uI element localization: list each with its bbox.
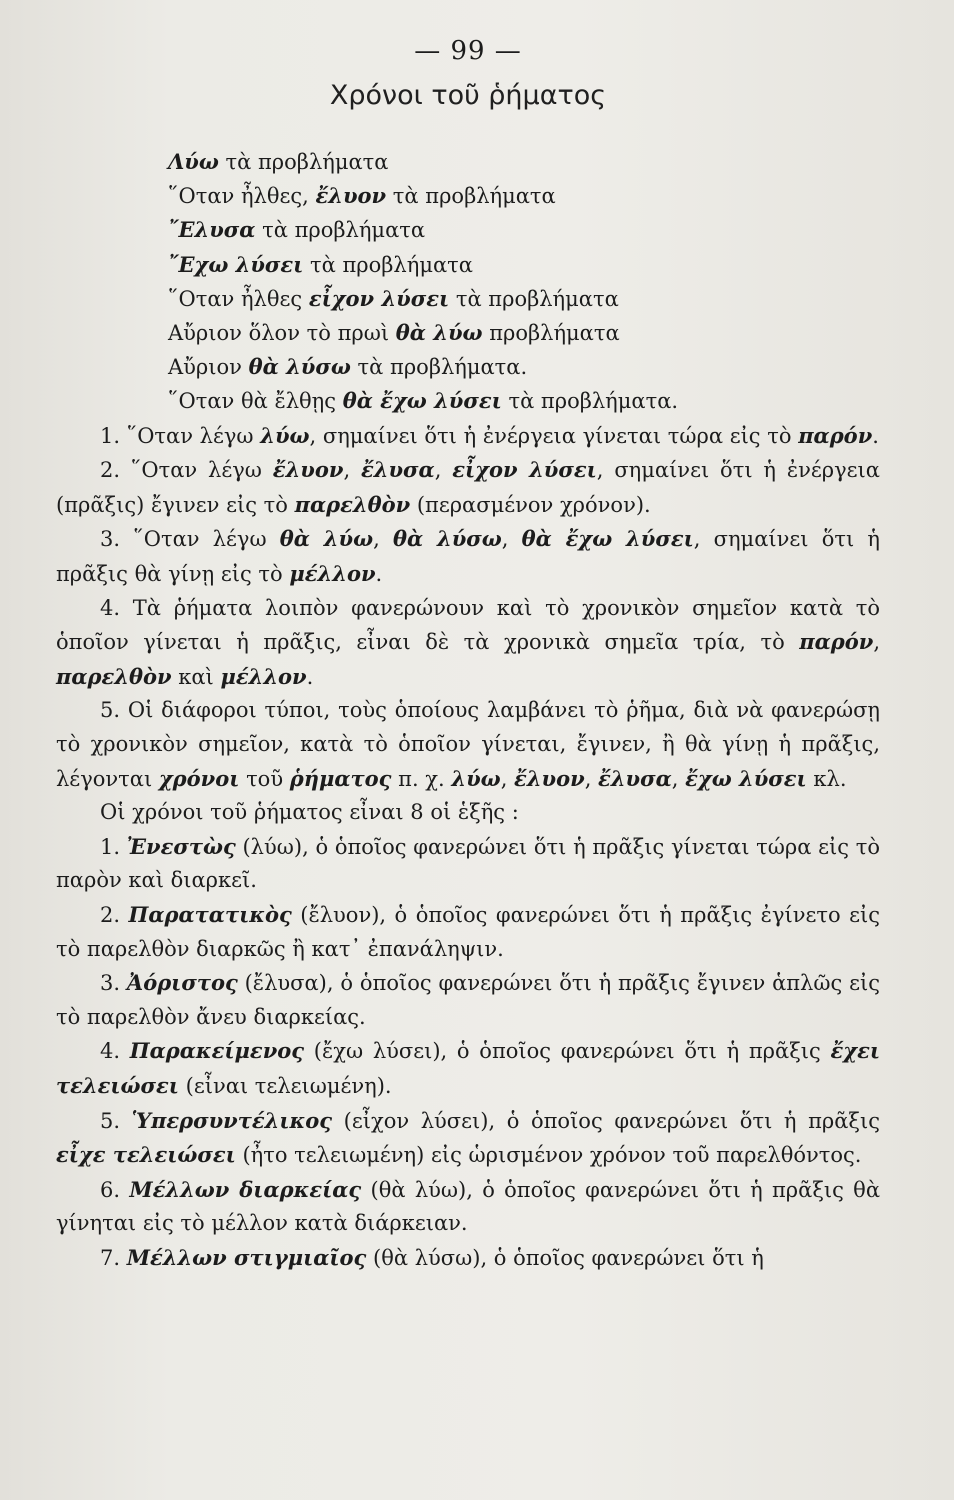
emphasis-term: θὰ λύσω	[248, 354, 351, 380]
text-run: 5. Οἱ διάφοροι τύποι, τοὺς ὁποίους λαμβάνει τὸ ῥῆμα, διὰ νὰ φανερώσῃ τὸ χρονικὸν σημεῖον, κατὰ τὸ ὁποῖον γίνεται, ἔγινεν, ἢ θὰ γίνῃ ἡ πρᾶξις, λέγονται	[56, 698, 880, 791]
text-run: τὰ προβλήματα.	[350, 355, 528, 380]
emphasis-term: ῥήματος	[289, 765, 392, 791]
text-run: .	[375, 562, 383, 586]
emphasis-term: θὰ ἔχω λύσει	[521, 526, 694, 552]
tense-item	[56, 830, 880, 898]
text-run: ,	[584, 766, 599, 791]
text-run: τὰ προβλήματα	[449, 286, 619, 311]
text-run: , σημαίνει ὅτι ἡ ἐνέργεια γίνεται τώρα εἰς τὸ	[309, 423, 799, 448]
emphasis-term: εἶχον λύσει	[452, 457, 597, 483]
tense-item	[56, 966, 880, 1034]
emphasis-term: μέλλον	[289, 561, 376, 586]
text-run: καὶ	[171, 664, 221, 689]
example-line	[168, 248, 880, 282]
text-run: 2.	[100, 902, 129, 927]
example-line	[168, 213, 880, 247]
text-run: ,	[343, 458, 361, 483]
tense-item	[56, 898, 880, 966]
page-number: — 99 —	[414, 36, 522, 66]
text-run: 4.	[100, 1039, 130, 1064]
page-title: Χρόνοι τοῦ ῥήματος	[329, 80, 607, 111]
numbered-paragraphs	[56, 419, 880, 797]
emphasis-term: ἔλυον	[272, 457, 344, 483]
emphasis-term: Παρακείμενος	[129, 1038, 305, 1064]
tenses-intro: Οἱ χρόνοι τοῦ ῥήματος εἶναι 8 οἱ ἑξῆς :	[100, 800, 519, 825]
emphasis-term: Λύω	[168, 149, 219, 174]
emphasis-term: ἔλυσα	[598, 765, 672, 791]
text-run: 2. ῞Οταν λέγω	[100, 458, 273, 483]
text-run: ῞Οταν ἦλθες,	[168, 184, 316, 209]
tense-item	[56, 1173, 880, 1241]
emphasis-term: Ἐνεστὼς	[126, 833, 236, 859]
emphasis-term: λύω	[260, 422, 310, 448]
text-run: .	[872, 423, 879, 448]
emphasis-term: λύω	[451, 765, 501, 791]
tense-item	[56, 1241, 880, 1276]
emphasis-term: Ἀόριστος	[126, 970, 238, 996]
text-run: τὰ προβλήματα	[218, 150, 389, 174]
emphasis-term: Παρατατικὸς	[128, 901, 292, 927]
text-run: (λύω), ὁ ὁποῖος φανερώνει ὅτι ἡ πρᾶξις γίνεται τώρα εἰς τὸ παρὸν καὶ διαρκεῖ.	[56, 834, 880, 893]
text-run: (ἦτο τελειωμένη) εἰς ὡρισμένον χρόνον τοῦ παρελθόντος.	[235, 1143, 862, 1168]
emphasis-term: ῎Ελυσα	[168, 217, 256, 243]
emphasis-term: παρελθὸν	[294, 491, 411, 517]
emphasis-term: ἔχει τελειώσει	[56, 1038, 880, 1098]
text-run: 6.	[100, 1177, 130, 1202]
text-run: προβλήματα	[482, 321, 620, 346]
emphasis-term: θὰ ἔχω λύσει	[342, 388, 502, 414]
text-run: (ἔλυον), ὁ ὁποῖος φανερώνει ὅτι ἡ πρᾶξις ἐγίνετο εἰς τὸ παρελθὸν διαρκῶς ἢ κατ᾽ ἐπανάληψιν.	[56, 902, 880, 961]
emphasis-term: Μέλλων διαρκείας	[129, 1176, 362, 1202]
text-run: τὰ προβλήματα	[386, 184, 556, 209]
tense-item	[56, 1104, 880, 1173]
text-run: .	[306, 664, 314, 689]
emphasis-term: ἔλυον	[514, 765, 585, 791]
emphasis-term: εἶχον λύσει	[308, 285, 450, 311]
text-run: 7.	[100, 1245, 127, 1270]
emphasis-term: ἔλυον	[315, 183, 387, 209]
emphasis-term: παρόν	[798, 422, 873, 448]
emphasis-term: θὰ λύσω	[392, 526, 502, 552]
text-run: (εἶναι τελειωμένη).	[178, 1073, 392, 1098]
paragraph	[56, 694, 880, 796]
emphasis-term: ἔλυσα	[360, 457, 435, 483]
example-line	[168, 350, 880, 384]
text-run: ,	[501, 527, 522, 552]
emphasis-term: παρόν	[799, 629, 874, 655]
text-run: τὰ προβλήματα.	[501, 389, 679, 414]
emphasis-term: θὰ λύω	[395, 320, 483, 346]
text-run: 3. ῞Οταν λέγω	[100, 527, 280, 552]
text-run: , σημαίνει ὅτι ἡ πρᾶξις θὰ γίνῃ εἰς τὸ	[56, 527, 880, 586]
text-run: ῞Οταν θὰ ἔλθῃς	[168, 389, 343, 414]
example-line	[168, 316, 880, 350]
emphasis-term: χρόνοι	[158, 765, 240, 791]
emphasis-term: Μέλλων στιγμιαῖος	[126, 1244, 367, 1270]
text-run: , σημαίνει ὅτι ἡ ἐνέργεια (πρᾶξις) ἔγινεν εἰς τὸ	[56, 458, 880, 517]
text-run: 4. Τὰ ῥήματα λοιπὸν φανερώνουν καὶ τὸ χρονικὸν σημεῖον κατὰ τὸ ὁποῖον γίνεται ἡ πρᾶξις, εἶναι δὲ τὰ χρονικὰ σημεῖα τρία, τὸ	[56, 595, 880, 655]
tenses-list	[56, 830, 880, 1276]
example-line	[168, 179, 880, 213]
paragraph	[56, 419, 880, 454]
emphasis-term: ῎Εχω λύσει	[168, 251, 304, 277]
emphasis-term: εἶχε τελειώσει	[56, 1142, 236, 1168]
paragraph	[56, 453, 880, 522]
tense-item	[56, 1034, 880, 1103]
text-run: Αὔριον	[168, 355, 249, 380]
text-run: τὰ προβλήματα	[255, 218, 426, 243]
text-run: (εἶχον λύσει), ὁ ὁποῖος φανερώνει ὅτι ἡ πρᾶξις	[332, 1108, 880, 1133]
examples-block	[56, 145, 880, 419]
text-run: 1.	[100, 834, 127, 859]
emphasis-term: Ὑπερσυντέλικος	[131, 1107, 333, 1133]
paragraph	[56, 522, 880, 591]
text-run: (περασμένον χρόνον).	[410, 492, 651, 517]
text-run: ,	[434, 458, 453, 483]
example-line	[168, 145, 880, 179]
text-run: (θὰ λύσω), ὁ ὁποῖος φανερώνει ὅτι ἡ	[366, 1245, 764, 1270]
paragraph	[56, 592, 880, 695]
emphasis-term: παρελθὸν	[56, 663, 172, 689]
text-run: ῞Οταν ἦλθες	[168, 286, 309, 311]
text-run: 3.	[100, 971, 127, 996]
text-run: Αὔριον ὅλον τὸ πρωὶ	[168, 321, 396, 346]
text-run: (ἔλυσα), ὁ ὁποῖος φανερώνει ὅτι ἡ πρᾶξις ἔγινεν ἁπλῶς εἰς τὸ παρελθὸν ἄνευ διαρκείας.	[56, 971, 880, 1029]
emphasis-term: μέλλον	[220, 663, 307, 689]
text-run: κλ.	[806, 766, 847, 791]
text-run: 1. ῞Οταν λέγω	[100, 423, 261, 448]
text-run: π. χ.	[391, 766, 452, 791]
text-run: τὰ προβλήματα	[303, 252, 473, 277]
text-run: ,	[873, 630, 880, 655]
emphasis-term: θὰ λύω	[279, 526, 374, 552]
emphasis-term: ἔχω λύσει	[685, 765, 807, 791]
text-run: τοῦ	[239, 766, 290, 791]
text-run: ,	[500, 766, 515, 791]
text-run: 5.	[100, 1108, 132, 1133]
text-run: ,	[373, 527, 393, 552]
example-line	[168, 282, 880, 316]
text-run: (θὰ λύω), ὁ ὁποῖος φανερώνει ὅτι ἡ πρᾶξις θὰ γίνηται εἰς τὸ μέλλον κατὰ διάρκειαν.	[56, 1177, 881, 1236]
text-run: (ἔχω λύσει), ὁ ὁποῖος φανερώνει ὅτι ἡ πρᾶξις	[304, 1039, 831, 1064]
example-line	[168, 384, 880, 418]
text-run: ,	[671, 766, 686, 791]
